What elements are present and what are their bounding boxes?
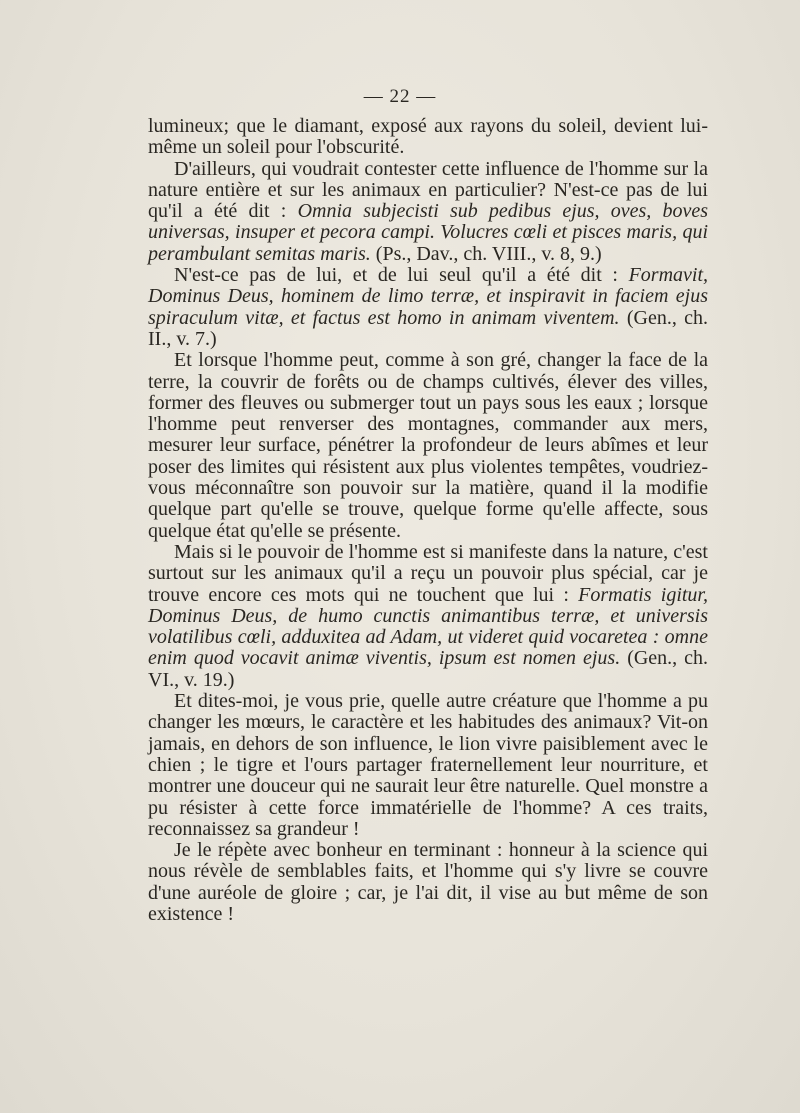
latin-quote: Omnia subjecisti sub pedibus ejus, oves, boves universas, insuper et pecora campi. Volucres cœli et pisces maris, qui perambulant semitas maris. <box>148 200 709 265</box>
page-number: — 22 — <box>363 86 437 107</box>
text-run: Et dites-moi, je vous prie, quelle autre créature que l'homme a pu changer les mœurs, le caractère et les habitudes des animaux? Vit-on jamais, en dehors de son influence, le lion vivre paisiblement avec le chien ; le tigre et l'ours partager fraternellement leur nourriture, et montrer une douceur qui ne saurait leur être naturelle. Quel monstre a pu résister à cette force immatérielle de l'homme? A ces traits, reconnaissez sa grandeur ! <box>148 690 708 840</box>
paragraph <box>148 116 708 159</box>
text-run: lumineux; que le diamant, exposé aux rayons du soleil, devient lui-même un soleil pour l'obscurité. <box>148 115 708 159</box>
text-run: Mais si le pouvoir de l'homme est si manifeste dans la nature, c'est surtout sur les animaux qu'il a reçu un pouvoir plus spécial, car je trouve encore ces mots qui ne touchent que lui : <box>148 540 708 606</box>
text-run: Et lorsque l'homme peut, comme à son gré, changer la face de la terre, la couvrir de forêts ou de champs cultivés, élever des villes, former des fleuves ou submerger tout un pays sous les eaux ; lorsque l'homme peut renverser des montagnes, commander aux mers, mesurer leur surface, pénétrer la profondeur de leurs abîmes et leur poser des limites qui résistent aux plus violentes tempêtes, voudriez-vous méconnaître son pouvoir sur la matière, quand il la modifie quelque part qu'elle se trouve, quelque forme qu'elle affecte, sous quelque état qu'elle se présente. <box>148 349 708 542</box>
paragraph <box>148 159 708 265</box>
paragraph <box>148 691 708 840</box>
text-run: (Gen., ch. II., v. 7.) <box>148 306 708 350</box>
text-run: (Ps., Dav., ch. VIII., v. 8, 9.) <box>370 242 602 265</box>
latin-quote: Formavit, Dominus Deus, hominem de limo terræ, et inspiravit in faciem ejus spiraculum vitæ, et factus est homo in animam viventem. <box>148 264 708 329</box>
text-run: D'ailleurs, qui voudrait contester cette influence de l'homme sur la nature entière et sur les animaux en particulier? N'est-ce pas de lui qu'il a été dit : <box>148 157 708 223</box>
latin-quote: Formatis igitur, Dominus Deus, de humo cunctis animantibus terræ, et universis volatilibus cœli, adduxitea ad Adam, ut videret quid vocaretea : omne enim quod vocavit animæ viventis, ipsum est nomen ejus. <box>148 583 708 670</box>
paragraph <box>148 265 708 350</box>
body-text <box>148 116 708 925</box>
text-run: N'est-ce pas de lui, et de lui seul qu'il a été dit : <box>174 264 629 287</box>
paragraph <box>148 542 708 691</box>
paragraph <box>148 840 708 925</box>
text-run: Je le répète avec bonheur en terminant : honneur à la science qui nous révèle de semblables faits, et l'homme qui s'y livre se couvre d'une auréole de gloire ; car, je l'ai dit, il vise au but même de son existence ! <box>148 839 708 925</box>
text-run: (Gen., ch. VI., v. 19.) <box>148 647 709 691</box>
paragraph <box>148 350 708 542</box>
